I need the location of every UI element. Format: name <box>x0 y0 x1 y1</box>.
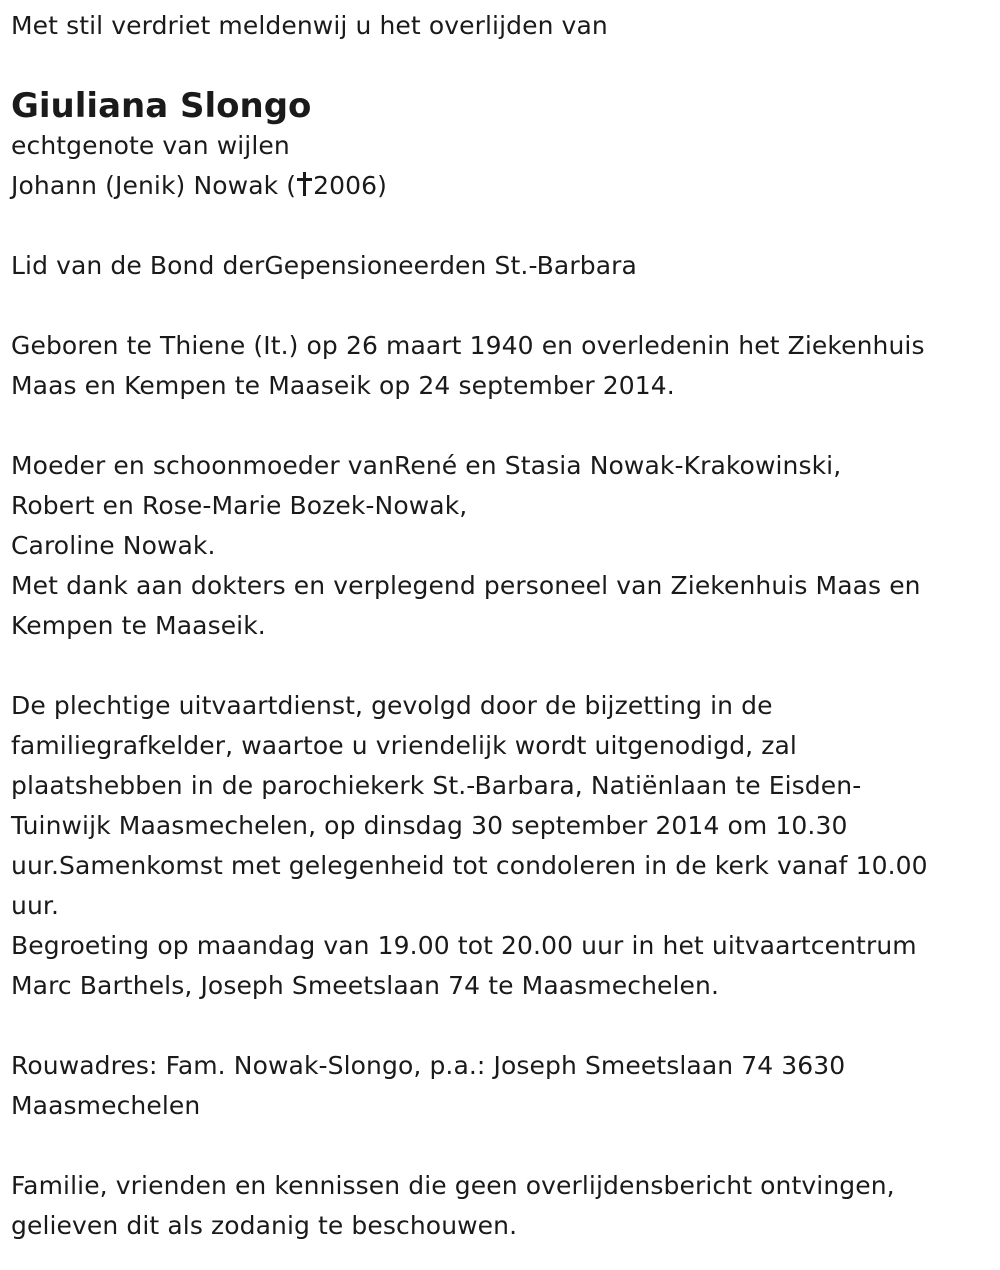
family-paragraph <box>11 446 991 646</box>
paragraph-line: Familie, vrienden en kennissen die geen overlijdensbericht ontvingen, <box>11 1171 895 1200</box>
cross-icon <box>297 172 311 196</box>
paragraph-line: Met dank aan dokters en verplegend personeel van Ziekenhuis Maas en <box>11 571 921 600</box>
spouse-death-year: 2006) <box>313 171 387 200</box>
paragraph-line: Moeder en schoonmoeder vanRené en Stasia Nowak-Krakowinski, <box>11 451 842 480</box>
paragraph-line: Begroeting op maandag van 19.00 tot 20.00 uur in het uitvaartcentrum <box>11 931 917 960</box>
spacer <box>11 206 991 246</box>
spacer <box>11 46 991 86</box>
spacer <box>11 1006 991 1046</box>
paragraph-line: Maas en Kempen te Maaseik op 24 september 2014. <box>11 371 675 400</box>
deceased-name: Giuliana Slongo <box>11 86 312 126</box>
paragraph-line: Tuinwijk Maasmechelen, op dinsdag 30 september 2014 om 10.30 <box>11 811 848 840</box>
address-paragraph <box>11 1046 991 1126</box>
spouse-name: Johann (Jenik) Nowak ( <box>11 171 297 200</box>
spacer <box>11 1126 991 1166</box>
paragraph-line: uur. <box>11 891 60 920</box>
paragraph-line: Robert en Rose-Marie Bozek-Nowak, <box>11 491 468 520</box>
paragraph-line: familiegrafkelder, waartoe u vriendelijk wordt uitgenodigd, zal <box>11 731 797 760</box>
paragraph-line: De plechtige uitvaartdienst, gevolgd door de bijzetting in de <box>11 691 773 720</box>
spouse-line-1: echtgenote van wijlen <box>11 131 290 160</box>
intro-text: Met stil verdriet meldenwij u het overlijden van <box>11 11 608 40</box>
birth-death-paragraph <box>11 326 991 406</box>
closing-paragraph <box>11 1166 991 1246</box>
paragraph-line: gelieven dit als zodanig te beschouwen. <box>11 1211 518 1240</box>
paragraph-line: uur.Samenkomst met gelegenheid tot condoleren in de kerk vanaf 10.00 <box>11 851 928 880</box>
spacer <box>11 406 991 446</box>
paragraph-line: Marc Barthels, Joseph Smeetslaan 74 te Maasmechelen. <box>11 971 720 1000</box>
obituary-document <box>11 6 991 1246</box>
paragraph-line: Kempen te Maaseik. <box>11 611 266 640</box>
spacer <box>11 646 991 686</box>
spouse-line-2 <box>11 166 991 206</box>
paragraph-line: Caroline Nowak. <box>11 531 216 560</box>
paragraph-line: plaatshebben in de parochiekerk St.-Barbara, Natiënlaan te Eisden- <box>11 771 862 800</box>
membership-text: Lid van de Bond derGepensioneerden St.-Barbara <box>11 251 637 280</box>
spacer <box>11 286 991 326</box>
funeral-paragraph <box>11 686 991 1006</box>
paragraph-line: Rouwadres: Fam. Nowak-Slongo, p.a.: Joseph Smeetslaan 74 3630 <box>11 1051 846 1080</box>
paragraph-line: Maasmechelen <box>11 1091 201 1120</box>
paragraph-line: Geboren te Thiene (It.) op 26 maart 1940 en overledenin het Ziekenhuis <box>11 331 925 360</box>
